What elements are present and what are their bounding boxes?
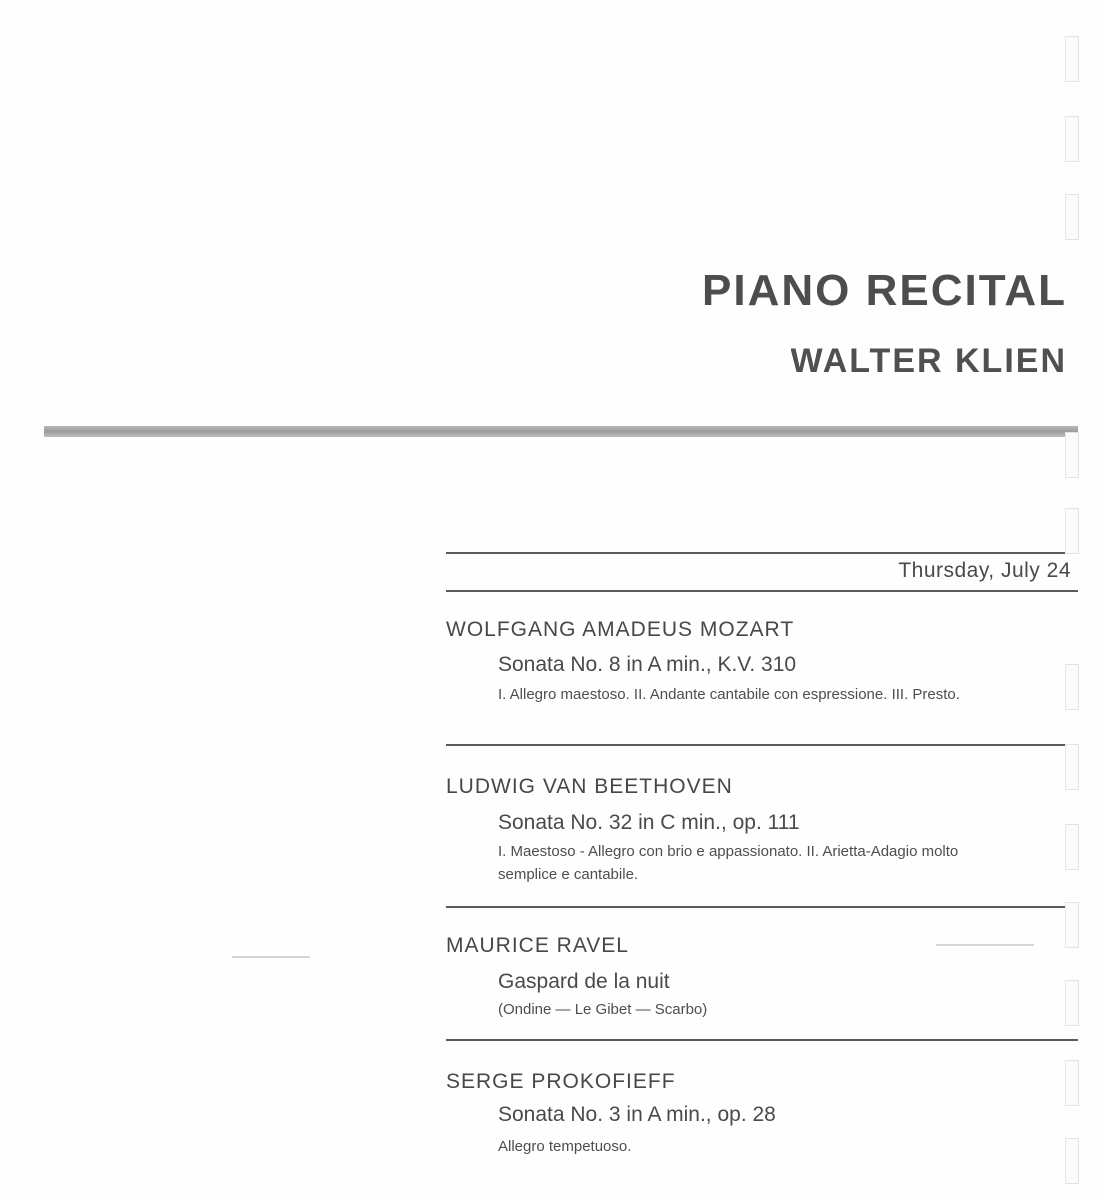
header-divider-band <box>44 426 1078 437</box>
edge-mark <box>1065 432 1079 478</box>
recital-title: PIANO RECITAL <box>702 266 1067 315</box>
edge-mark <box>1065 1138 1079 1184</box>
edge-mark <box>1065 744 1079 790</box>
work-title: Sonata No. 32 in C min., op. 111 <box>498 811 800 834</box>
section-divider <box>446 1039 1078 1041</box>
concert-date: Thursday, July 24 <box>898 559 1071 582</box>
section-divider <box>446 744 1078 746</box>
date-bottom-rule <box>446 590 1078 592</box>
edge-mark <box>1065 980 1079 1026</box>
performer-name: WALTER KLIEN <box>790 342 1067 380</box>
edge-mark <box>1065 116 1079 162</box>
scan-speck <box>936 944 1034 946</box>
composer-name: LUDWIG VAN BEETHOVEN <box>446 775 733 798</box>
section-divider <box>446 906 1078 908</box>
work-movements: Allegro tempetuoso. <box>498 1138 632 1155</box>
work-title: Sonata No. 3 in A min., op. 28 <box>498 1103 776 1126</box>
work-movements: I. Allegro maestoso. II. Andante cantabile con espressione. III. Presto. <box>498 686 960 703</box>
edge-mark <box>1065 824 1079 870</box>
composer-name: WOLFGANG AMADEUS MOZART <box>446 618 795 641</box>
edge-mark <box>1065 36 1079 82</box>
edge-mark <box>1065 664 1079 710</box>
work-movements: (Ondine — Le Gibet — Scarbo) <box>498 1001 708 1018</box>
work-title: Sonata No. 8 in A min., K.V. 310 <box>498 653 797 676</box>
date-top-rule <box>446 552 1078 554</box>
composer-name: SERGE PROKOFIEFF <box>446 1070 676 1093</box>
scan-speck <box>232 956 310 958</box>
edge-mark <box>1065 1060 1079 1106</box>
work-title: Gaspard de la nuit <box>498 970 670 993</box>
edge-mark <box>1065 902 1079 948</box>
work-movements: I. Maestoso - Allegro con brio e appassionato. II. Arietta-Adagio molto semplice e cantabile. <box>498 843 959 883</box>
composer-name: MAURICE RAVEL <box>446 934 629 957</box>
edge-mark <box>1065 194 1079 240</box>
edge-mark <box>1065 508 1079 554</box>
